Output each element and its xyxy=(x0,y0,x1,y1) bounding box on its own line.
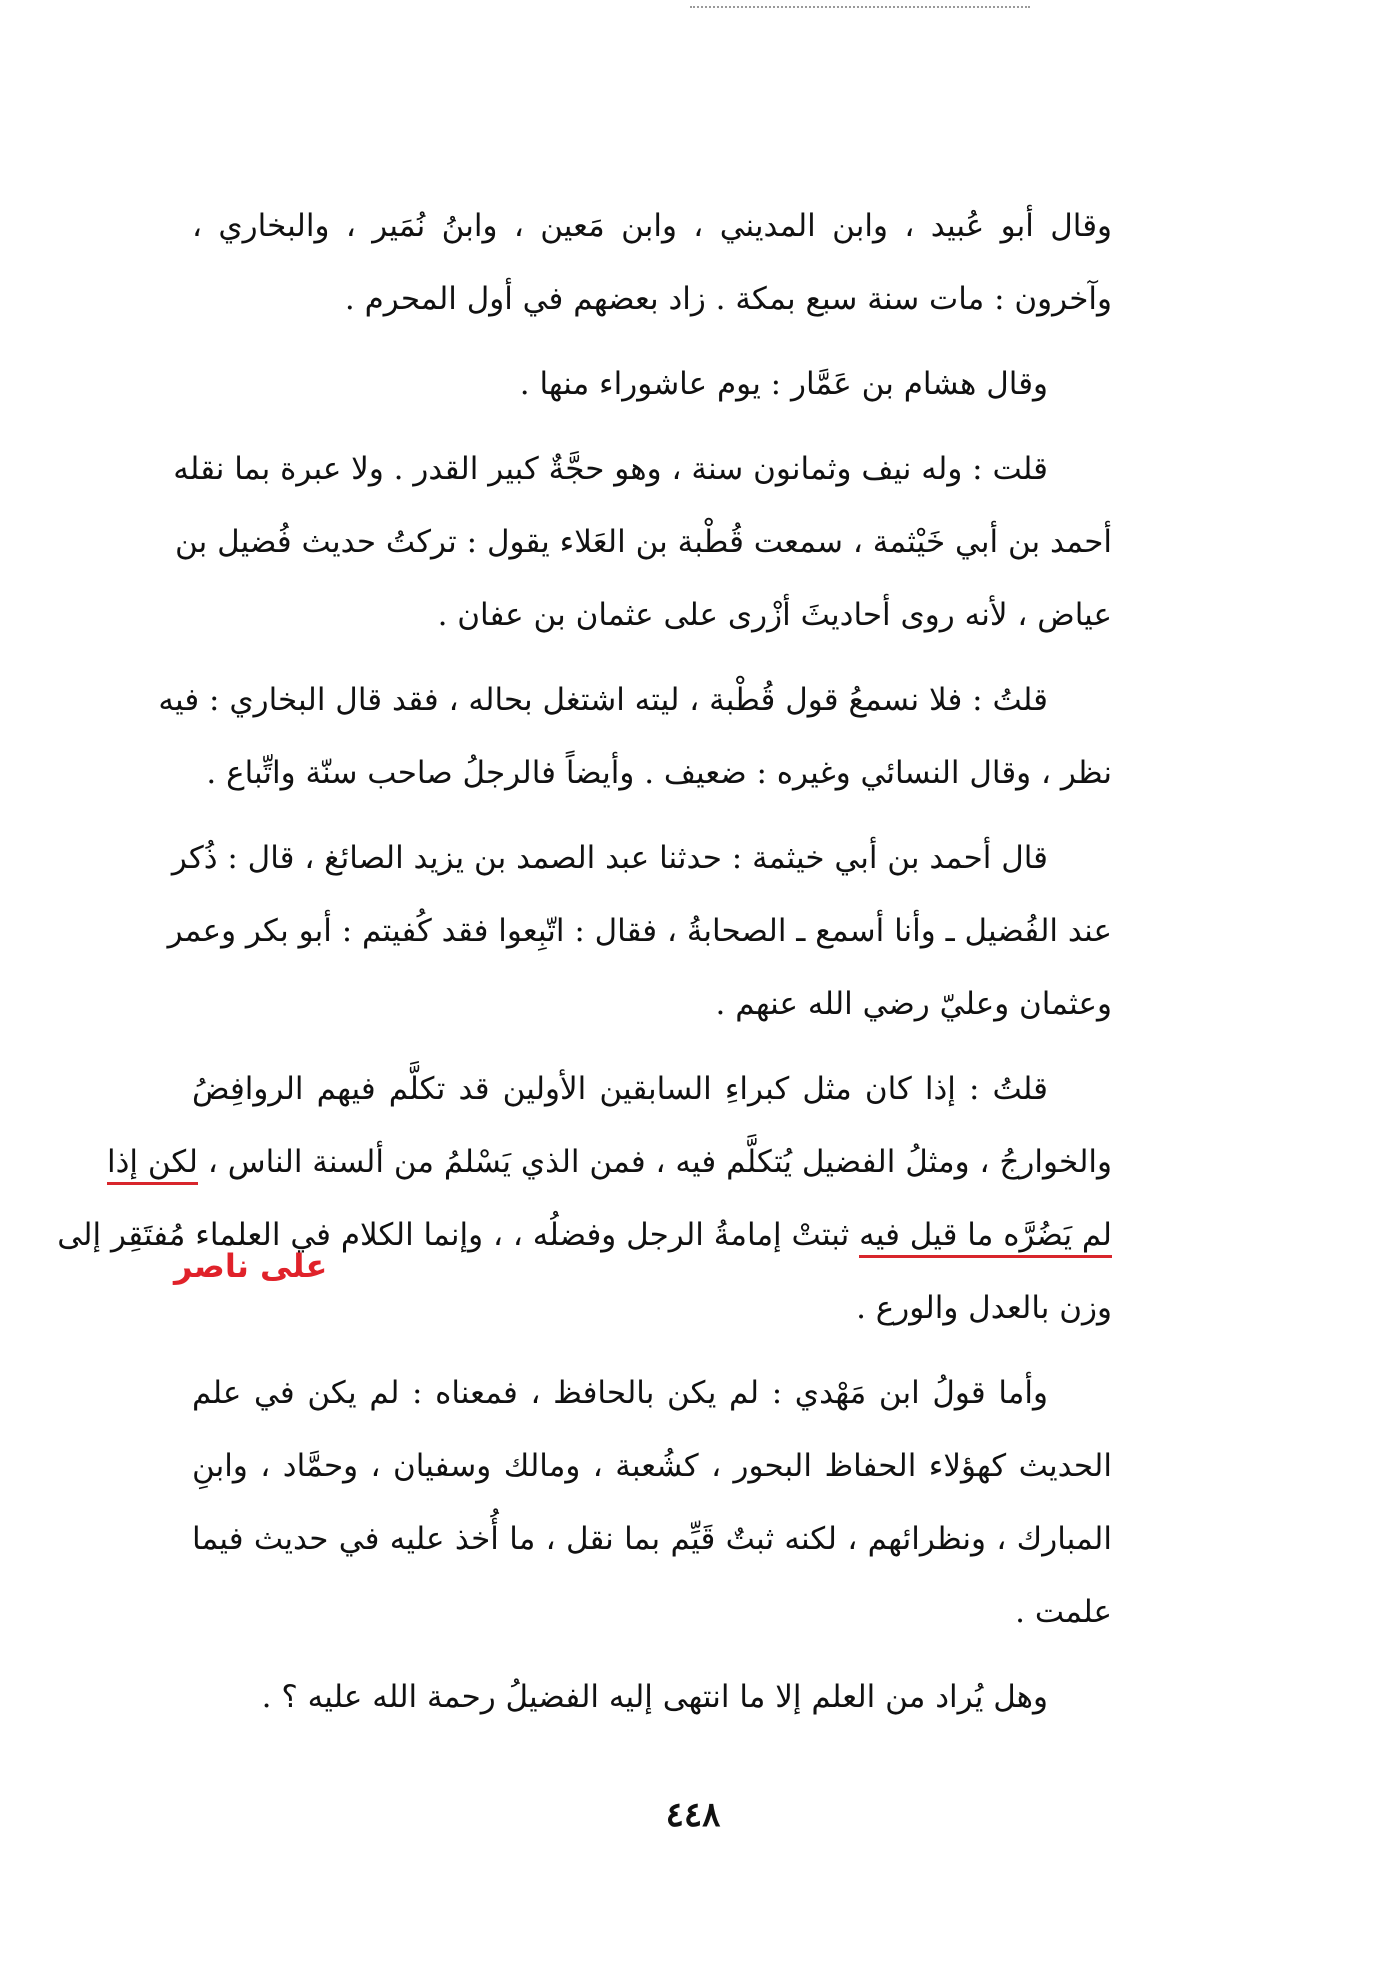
text-line: الحديث كهؤلاء الحفاظ البحور ، كشُعبة ، ومالك وسفيان ، وحمَّاد ، وابنِ xyxy=(192,1448,1112,1484)
book-text xyxy=(57,190,1112,1746)
text-line: وآخرون : مات سنة سبع بمكة . زاد بعضهم في أول المحرم . xyxy=(344,281,1112,317)
text-line: وهل يُراد من العلم إلا ما انتهى إليه الفضيلُ رحمة الله عليه ؟ . xyxy=(261,1679,1048,1715)
page-number: ٤٤٨ xyxy=(665,1795,721,1835)
text-line: نظر ، وقال النسائي وغيره : ضعيف . وأيضاً فالرجلُ صاحب سنّة واتِّباع . xyxy=(206,755,1112,791)
text-line: علمت . xyxy=(1015,1594,1112,1630)
top-dotted-rule xyxy=(690,6,1030,11)
text-line: قلت : وله نيف وثمانون سنة ، وهو حجَّةٌ كبير القدر . ولا عبرة بما نقله xyxy=(173,451,1048,487)
text-line: وقال هشام بن عَمَّار : يوم عاشوراء منها . xyxy=(519,366,1048,402)
paragraph-8 xyxy=(192,1661,1112,1734)
text-line: أحمد بن أبي خَيْثمة ، سمعت قُطْبة بن العَلاء يقول : تركتُ حديث فُضيل بن xyxy=(175,524,1112,560)
text-line: عياض ، لأنه روى أحاديثَ أزْرى على عثمان بن عفان . xyxy=(437,597,1112,633)
text-line: عند الفُضيل ـ وأنا أسمع ـ الصحابةُ ، فقال : اتّبِعوا فقد كُفيتم : أبو بكر وعمر xyxy=(167,913,1112,949)
text-line-with-underline xyxy=(57,1199,1112,1272)
text-line: قلتُ : فلا نسمعُ قول قُطْبة ، ليته اشتغل بحاله ، فقد قال البخاري : فيه xyxy=(158,682,1048,718)
paragraph-1 xyxy=(192,190,1112,336)
text-line: قال أحمد بن أبي خيثمة : حدثنا عبد الصمد بن يزيد الصائغ ، قال : ذُكر xyxy=(171,840,1048,876)
text-line-with-underline xyxy=(106,1126,1112,1199)
text-line: وقال أبو عُبيد ، وابن المديني ، وابن مَعين ، وابنُ نُمَير ، والبخاري ، xyxy=(192,208,1112,244)
text-line: وزن بالعدل والورع . xyxy=(856,1290,1112,1326)
text-line: وعثمان وعليّ رضي الله عنهم . xyxy=(715,986,1112,1022)
paragraph-2 xyxy=(192,348,1112,421)
paragraph-7 xyxy=(192,1357,1112,1649)
paragraph-4 xyxy=(158,664,1112,810)
underlined-phrase: لكن إذا xyxy=(107,1144,198,1185)
text-line: وأما قولُ ابن مَهْدي : لم يكن بالحافظ ، فمعناه : لم يكن في علم xyxy=(192,1375,1048,1411)
paragraph-5 xyxy=(167,822,1112,1041)
text-segment: والخوارجُ ، ومثلُ الفضيل يُتكلَّم فيه ، فمن الذي يَسْلمُ من ألسنة الناس ، xyxy=(207,1144,1112,1180)
text-segment: ثبتتْ إمامةُ الرجل وفضلُه ، ، وإنما الكلام في العلماء مُفتَقِر إلى xyxy=(57,1217,850,1253)
handwritten-annotation: على ناصر xyxy=(174,1247,328,1285)
paragraph-3 xyxy=(173,433,1112,652)
underlined-phrase: لم يَضُرَّه ما قيل فيه xyxy=(859,1217,1112,1258)
text-line: المبارك ، ونظرائهم ، لكنه ثبتٌ قَيِّم بما نقل ، ما أُخذ عليه في حديث فيما xyxy=(192,1521,1112,1557)
text-line: قلتُ : إذا كان مثل كبراءِ السابقين الأولين قد تكلَّم فيهم الروافِضُ xyxy=(192,1071,1048,1107)
paragraph-6 xyxy=(57,1053,1112,1345)
